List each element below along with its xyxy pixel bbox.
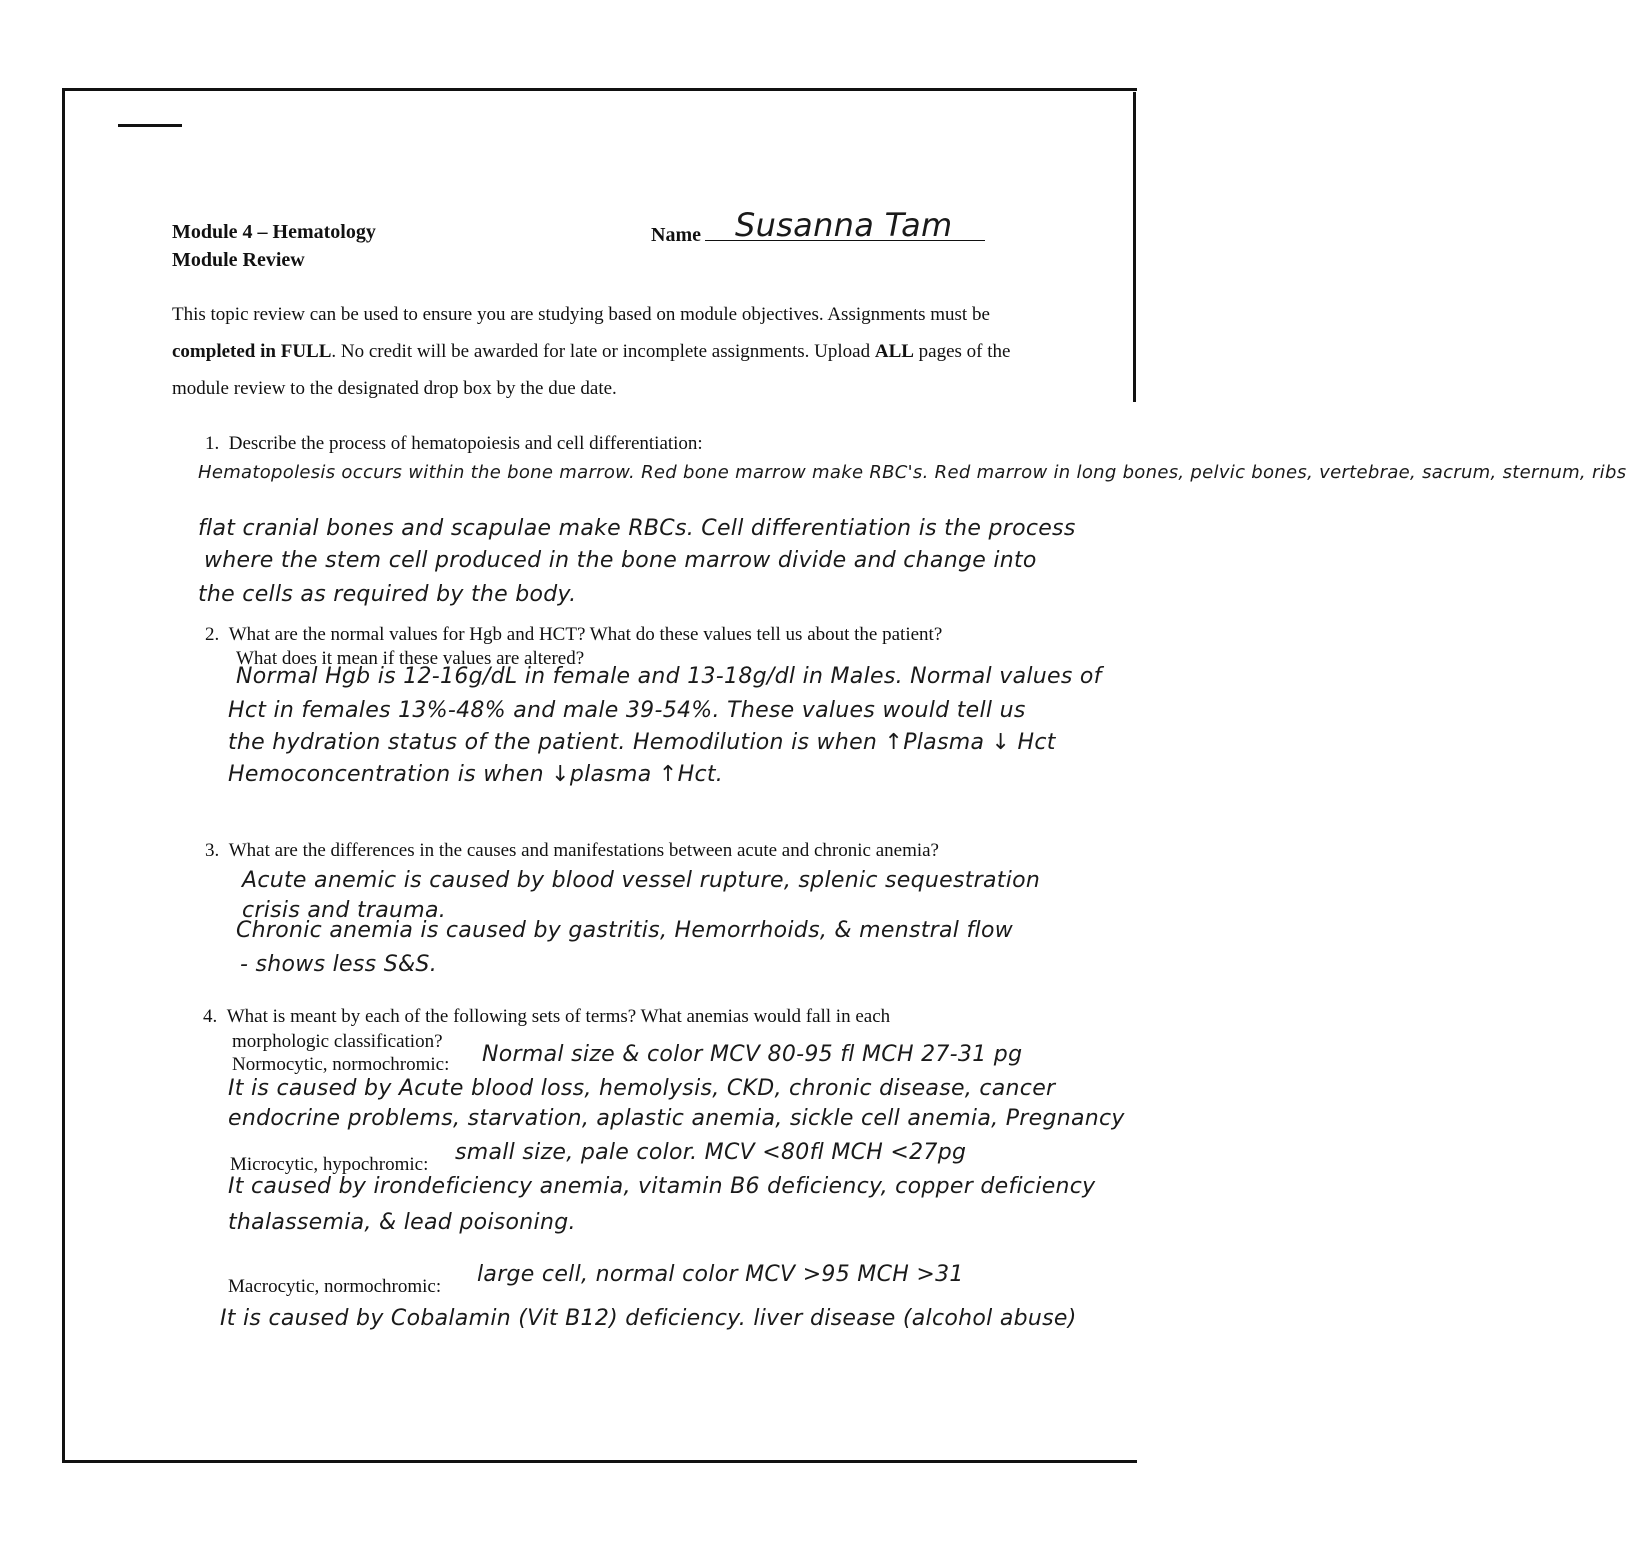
question-1 bbox=[205, 433, 703, 456]
scan-border-bottom bbox=[62, 1460, 1137, 1463]
answer-line: It caused by irondeficiency anemia, vitamin B6 deficiency, copper deficiency bbox=[228, 1174, 1096, 1199]
answer-line: Hemoconcentration is when ↓plasma ↑Hct. bbox=[228, 762, 724, 787]
question-number: 2. bbox=[205, 624, 220, 645]
answer-line: Acute anemic is caused by blood vessel rupture, splenic sequestration bbox=[242, 868, 1041, 893]
answer-line: Chronic anemia is caused by gastritis, Hemorrhoids, & menstral flow bbox=[236, 918, 1014, 943]
answer-line: crisis and trauma. bbox=[242, 898, 447, 923]
intro-paragraph bbox=[172, 296, 1072, 407]
question-prompt: What are the differences in the causes and manifestations between acute and chronic anemia? bbox=[228, 840, 939, 861]
scan-border-top bbox=[62, 88, 1137, 91]
name-label: Name bbox=[651, 224, 701, 246]
intro-bold-1: completed in FULL bbox=[172, 341, 332, 362]
question-prompt: What are the normal values for Hgb and HCT? What do these values tell us about the patient? bbox=[228, 624, 943, 645]
intro-bold-2: ALL bbox=[874, 341, 914, 362]
question-2 bbox=[205, 624, 942, 647]
term-label: Microcytic, hypochromic: bbox=[230, 1154, 429, 1175]
question-number: 3. bbox=[205, 840, 220, 861]
term-label: Normocytic, normochromic: bbox=[232, 1054, 450, 1075]
scan-border-right bbox=[1133, 92, 1136, 402]
answer-line: - shows less S&S. bbox=[240, 952, 437, 977]
question-prompt-line2: What does it mean if these values are altered? bbox=[236, 648, 585, 669]
question-prompt: What is meant by each of the following sets of terms? What anemias would fall in each bbox=[226, 1006, 891, 1027]
answer-line: the hydration status of the patient. Hemodilution is when ↑Plasma ↓ Hct bbox=[228, 730, 1056, 755]
question-number: 4. bbox=[203, 1006, 218, 1027]
answer-line: It is caused by Acute blood loss, hemolysis, CKD, chronic disease, cancer bbox=[228, 1076, 1056, 1101]
intro-text-3: pages of the module review to the designated drop box by the due date. bbox=[172, 341, 1011, 399]
answer-line: endocrine problems, starvation, aplastic anemia, sickle cell anemia, Pregnancy bbox=[228, 1106, 1125, 1131]
question-4 bbox=[203, 1006, 890, 1029]
module-subtitle: Module Review bbox=[172, 249, 305, 271]
term-inline-answer: Normal size & color MCV 80-95 fl MCH 27-31 pg bbox=[482, 1042, 1023, 1067]
answer-line: the cells as required by the body. bbox=[198, 582, 577, 607]
intro-text-2: . No credit will be awarded for late or incomplete assignments. Upload bbox=[331, 341, 875, 362]
name-value: Susanna Tam bbox=[735, 206, 953, 244]
answer-line: where the stem cell produced in the bone marrow divide and change into bbox=[204, 548, 1037, 573]
scan-mark bbox=[118, 124, 182, 127]
answer-line: Normal Hgb is 12-16g/dL in female and 13-18g/dl in Males. Normal values of bbox=[236, 664, 1102, 689]
term-label: Macrocytic, normochromic: bbox=[228, 1276, 442, 1297]
question-prompt-line2: morphologic classification? bbox=[232, 1031, 443, 1052]
term-inline-answer: small size, pale color. MCV <80fl MCH <27pg bbox=[455, 1140, 967, 1165]
scan-border-left bbox=[62, 88, 65, 1463]
answer-line: thalassemia, & lead poisoning. bbox=[228, 1210, 576, 1235]
answer-line: It is caused by Cobalamin (Vit B12) deficiency. liver disease (alcohol abuse) bbox=[220, 1306, 1077, 1331]
question-number: 1. bbox=[205, 433, 220, 454]
question-prompt: Describe the process of hematopoiesis and cell differentiation: bbox=[228, 433, 703, 454]
answer-line: flat cranial bones and scapulae make RBCs. Cell differentiation is the process bbox=[198, 516, 1076, 541]
answer-line: Hematopolesis occurs within the bone marrow. Red bone marrow make RBC's. Red marrow in long bones, pelvic bones, vertebrae, sacrum, sternum, ribs bbox=[198, 462, 1626, 483]
answer-line: Hct in females 13%-48% and male 39-54%. These values would tell us bbox=[228, 698, 1026, 723]
question-3 bbox=[205, 840, 939, 863]
term-inline-answer: large cell, normal color MCV >95 MCH >31 bbox=[477, 1262, 964, 1287]
intro-text-1: This topic review can be used to ensure you are studying based on module objectives. Assignments must be bbox=[172, 304, 990, 325]
module-title: Module 4 – Hematology bbox=[172, 221, 376, 243]
